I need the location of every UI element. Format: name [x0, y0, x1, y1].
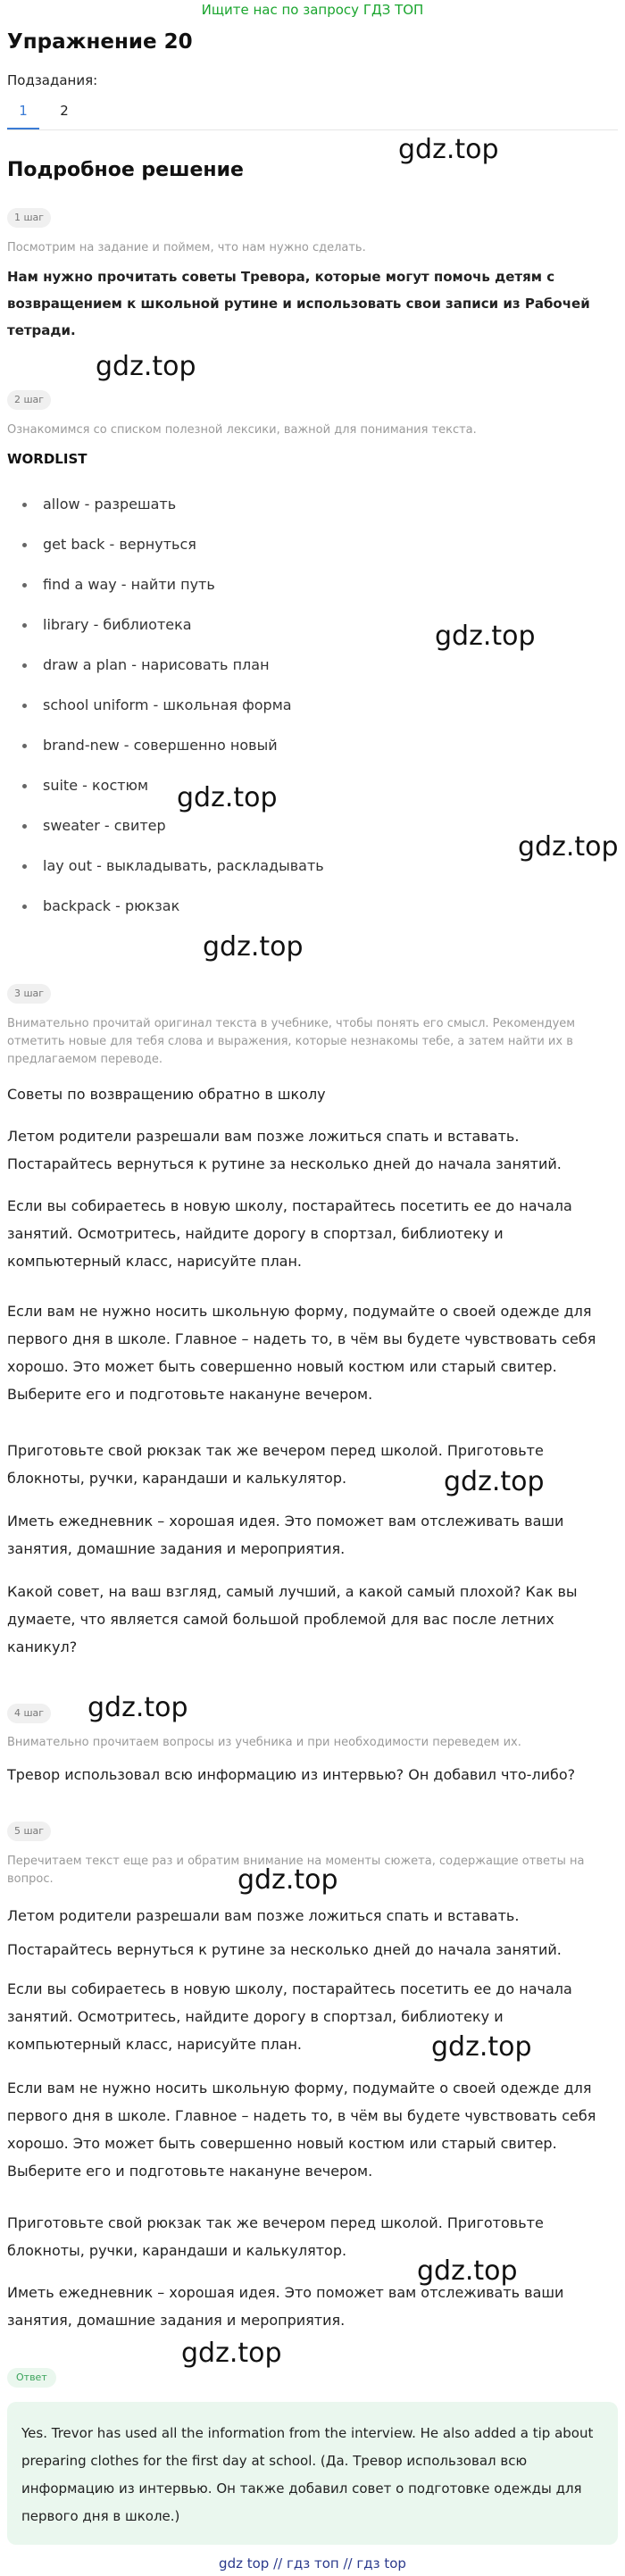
- footer-link-gdz-top-mixed[interactable]: гдз top: [356, 2555, 406, 2572]
- bullet-icon: [22, 784, 27, 788]
- watermark: gdz.top: [444, 1466, 545, 1497]
- wordlist: [7, 493, 543, 935]
- bullet-icon: [22, 824, 27, 829]
- step-3-paragraph: Приготовьте свой рюкзак так же вечером перед школой. Приготовьте блокноты, ручки, карандаши и калькулятор.: [7, 1442, 544, 1487]
- bullet-icon: [22, 744, 27, 748]
- step-1-description: Посмотрим на задание и поймем, что нам нужно сделать.: [7, 241, 366, 254]
- step-3-paragraph: Иметь ежедневник – хорошая идея. Это поможет вам отслеживать ваши занятия, домашние задания и мероприятия.: [7, 1513, 564, 1557]
- word-text: draw a plan - нарисовать план: [43, 656, 270, 673]
- watermark: gdz.top: [417, 2255, 518, 2287]
- step-3-badge: 3 шаг: [7, 984, 51, 1004]
- step-5-badge: 5 шаг: [7, 1822, 51, 1841]
- wordlist-title: WORDLIST: [7, 451, 88, 467]
- footer-links: [0, 2555, 625, 2572]
- bullet-icon: [22, 864, 27, 869]
- step-2-description: Ознакомимся со списком полезной лексики, важной для понимания текста.: [7, 423, 477, 437]
- word-text: lay out - выкладывать, раскладывать: [43, 857, 324, 874]
- step-3-paragraph: Летом родители разрешали вам позже ложиться спать и вставать. Постарайтесь вернуться к рутине за несколько дней до начала занятий.: [7, 1128, 562, 1172]
- step-5-paragraph: Если вам не нужно носить школьную форму, подумайте о своей одежде для первого дня в школе. Главное – надеть то, в чём вы будете чувствовать себя хорошо. Это может быть совершенно новый костюм или старый свитер. Выберите его и подготовьте накануне вечером.: [7, 2080, 596, 2180]
- wordlist-item: [7, 694, 543, 734]
- step-5-paragraph: Приготовьте свой рюкзак так же вечером перед школой. Приготовьте блокноты, ручки, карандаши и калькулятор.: [7, 2214, 544, 2259]
- word-text: library - библиотека: [43, 616, 192, 633]
- footer-link-gdz-top-ru[interactable]: гдз топ: [286, 2555, 339, 2572]
- step-1-text: Нам нужно прочитать советы Тревора, которые могут помочь детям с возвращением к школьной рутине и использовать свои записи из Рабочей тетради.: [7, 269, 590, 338]
- watermark: gdz.top: [398, 134, 499, 165]
- word-text: find a way - найти путь: [43, 576, 215, 593]
- watermark: gdz.top: [431, 2031, 532, 2063]
- step-4-description: Внимательно прочитаем вопросы из учебника и при необходимости переведем их.: [7, 1736, 521, 1749]
- answer-badge: Ответ: [7, 2368, 56, 2388]
- step-5-paragraph: Летом родители разрешали вам позже ложиться спать и вставать.: [7, 1907, 520, 1924]
- subtasks-label: Подзадания:: [7, 72, 98, 88]
- step-5-description: Перечитаем текст еще раз и обратим внимание на моменты сюжета, содержащие ответы на вопрос.: [7, 1855, 585, 1886]
- word-text: allow - разрешать: [43, 496, 177, 513]
- wordlist-item: [7, 854, 543, 895]
- step-5-paragraph: Если вы собираетесь в новую школу, постарайтесь посетить ее до начала занятий. Осмотритесь, найдите дорогу в спортзал, библиотеку и компьютерный класс, нарисуйте план.: [7, 1980, 572, 2053]
- wordlist-item: [7, 654, 543, 694]
- solution-section-title: Подробное решение: [7, 159, 244, 181]
- step-4-paragraph: Тревор использовал всю информацию из интервью? Он добавил что-либо?: [7, 1766, 576, 1783]
- tab-subtask-2[interactable]: 2: [60, 103, 69, 119]
- wordlist-item: [7, 734, 543, 774]
- answer-text: Yes. Trevor has used all the information from the interview. He also added a tip about preparing clothes for the first day at school. (Да. Тревор использовал всю информацию из интервью. Он также добавил совет о подготовке одежды для первого дня в школе.): [21, 2425, 594, 2524]
- bullet-icon: [22, 543, 27, 547]
- footer-separator: //: [343, 2555, 353, 2572]
- wordlist-item: [7, 533, 543, 573]
- bullet-icon: [22, 623, 27, 628]
- watermark: gdz.top: [435, 621, 536, 652]
- watermark: gdz.top: [177, 782, 278, 813]
- bullet-icon: [22, 704, 27, 708]
- watermark: gdz.top: [518, 831, 619, 863]
- bullet-icon: [22, 583, 27, 588]
- bullet-icon: [22, 503, 27, 507]
- word-text: sweater - свитер: [43, 817, 166, 834]
- step-3-paragraph: Если вам не нужно носить школьную форму, подумайте о своей одежде для первого дня в школе. Главное – надеть то, в чём вы будете чувствовать себя хорошо. Это может быть совершенно новый костюм или старый свитер. Выберите его и подготовьте накануне вечером.: [7, 1303, 596, 1403]
- wordlist-item: [7, 814, 543, 854]
- word-text: get back - вернуться: [43, 536, 196, 553]
- subtask-tabs: [7, 95, 618, 130]
- word-text: brand-new - совершенно новый: [43, 737, 278, 754]
- page-title: Упражнение 20: [7, 30, 193, 54]
- watermark: gdz.top: [181, 2338, 282, 2369]
- answer-box: [7, 2402, 618, 2545]
- wordlist-item: [7, 493, 543, 533]
- tab-subtask-1[interactable]: 1: [7, 103, 39, 129]
- step-1-badge: 1 шаг: [7, 208, 51, 228]
- step-5-paragraph: Иметь ежедневник – хорошая идея. Это поможет вам отслеживать ваши занятия, домашние задания и мероприятия.: [7, 2284, 564, 2329]
- step-3-paragraph: Если вы собираетесь в новую школу, постарайтесь посетить ее до начала занятий. Осмотритесь, найдите дорогу в спортзал, библиотеку и компьютерный класс, нарисуйте план.: [7, 1197, 572, 1270]
- step-4-badge: 4 шаг: [7, 1704, 51, 1723]
- watermark: gdz.top: [238, 1864, 338, 1896]
- word-text: school uniform - школьная форма: [43, 696, 292, 713]
- footer-separator: //: [273, 2555, 283, 2572]
- watermark: gdz.top: [88, 1692, 188, 1723]
- bullet-icon: [22, 663, 27, 668]
- step-3-paragraph: Советы по возвращению обратно в школу: [7, 1086, 326, 1103]
- word-text: backpack - рюкзак: [43, 897, 180, 914]
- word-text: suite - костюм: [43, 777, 149, 794]
- step-2-badge: 2 шаг: [7, 390, 51, 410]
- watermark: gdz.top: [203, 931, 304, 963]
- step-3-paragraph: Какой совет, на ваш взгляд, самый лучший, а какой самый плохой? Как вы думаете, что является самой большой проблемой для вас после летних каникул?: [7, 1583, 578, 1655]
- step-3-description: Внимательно прочитай оригинал текста в учебнике, чтобы понять его смысл. Рекомендуем отметить новые для тебя слова и выражения, которые незнакомы тебе, а затем найти их в предлагаемом переводе.: [7, 1017, 576, 1066]
- watermark: gdz.top: [96, 351, 196, 382]
- bullet-icon: [22, 905, 27, 909]
- wordlist-item: [7, 573, 543, 613]
- footer-link-gdz-top[interactable]: gdz top: [219, 2555, 270, 2572]
- search-banner[interactable]: Ищите нас по запросу ГДЗ ТОП: [201, 2, 424, 18]
- step-5-paragraph: Постарайтесь вернуться к рутине за несколько дней до начала занятий.: [7, 1941, 562, 1958]
- wordlist-item: [7, 895, 543, 935]
